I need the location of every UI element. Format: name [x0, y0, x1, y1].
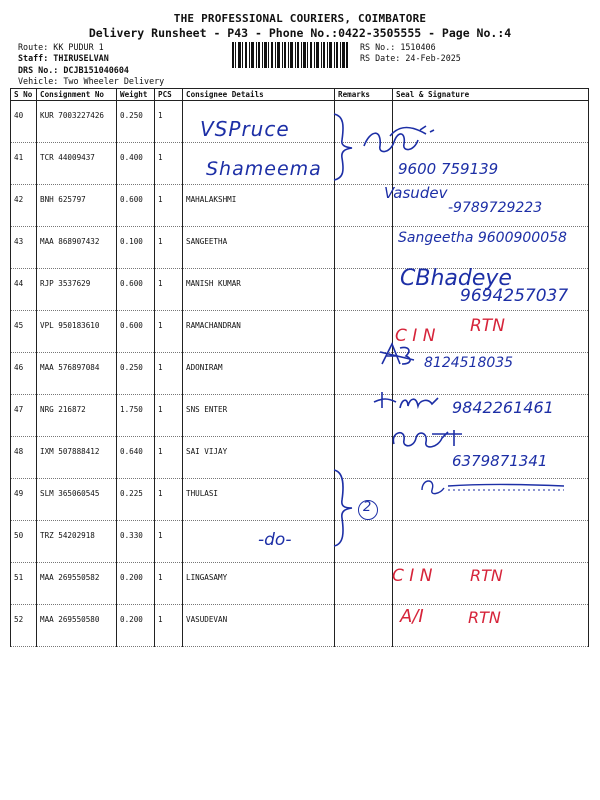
row-sno: 43	[11, 227, 37, 269]
col-header-signature: Seal & Signature	[393, 89, 589, 101]
col-header-consignee: Consignee Details	[183, 89, 335, 101]
company-title: THE PROFESSIONAL COURIERS, COIMBATORE	[173, 12, 427, 25]
row-consignee: SANGEETHA	[183, 227, 335, 269]
row-sno: 41	[11, 143, 37, 185]
col-header-remarks: Remarks	[335, 89, 393, 101]
row-consignment: SLM 365060545	[37, 479, 117, 521]
handwriting-cin-51: C I N	[392, 566, 433, 586]
row-pcs: 1	[155, 521, 183, 563]
row-weight: 0.330	[117, 521, 155, 563]
row-consignment: MAA 576897084	[37, 353, 117, 395]
handwriting-vasudev: Vasudev	[384, 184, 448, 202]
row-consignment: MAA 269550580	[37, 605, 117, 647]
table-row	[11, 605, 589, 647]
row-pcs: 1	[155, 353, 183, 395]
runsheet-title: Delivery Runsheet - P43 - Phone No.:0422-3505555 - Page No.:4	[88, 26, 512, 40]
row-consignment: KUR 7003227426	[37, 101, 117, 143]
row-weight: 0.600	[117, 185, 155, 227]
staff-text: Staff: THIRUSELVAN	[18, 53, 109, 63]
row-sno: 48	[11, 437, 37, 479]
barcode-image	[232, 42, 348, 68]
brace-mark-49-50	[330, 468, 360, 548]
handwriting-phone-44: 9694257037	[460, 286, 569, 306]
row-consignee: THULASI	[183, 479, 335, 521]
row-sno: 49	[11, 479, 37, 521]
row-consignment: IXM 507888412	[37, 437, 117, 479]
row-consignee: LINGASAMY	[183, 563, 335, 605]
col-header-pcs: PCS	[155, 89, 183, 101]
handwriting-rtn-52: RTN	[468, 608, 501, 627]
handwriting-phone-47: 9842261461	[452, 398, 554, 417]
row-weight: 0.250	[117, 101, 155, 143]
row-remarks	[335, 563, 393, 605]
row-consignment: BNH 625797	[37, 185, 117, 227]
row-remarks	[335, 605, 393, 647]
row-pcs: 1	[155, 143, 183, 185]
signature-scribble-48	[388, 424, 468, 454]
row-consignment: MAA 269550582	[37, 563, 117, 605]
row-weight: 0.600	[117, 311, 155, 353]
col-header-weight: Weight	[117, 89, 155, 101]
table-header-row	[11, 89, 589, 101]
handwriting-phone-41: 9600 759139	[398, 160, 499, 178]
handwriting-phone-46: 8124518035	[424, 355, 514, 371]
row-sno: 46	[11, 353, 37, 395]
col-header-sno: S No	[11, 89, 37, 101]
row-consignment: NRG 216872	[37, 395, 117, 437]
vehicle-text: Vehicle: Two Wheeler Delivery	[18, 76, 165, 86]
route-text: Route: KK PUDUR 1	[18, 42, 104, 52]
handwriting-rtn-45: RTN	[470, 316, 505, 336]
signature-scribble-49	[418, 472, 568, 502]
row-pcs: 1	[155, 395, 183, 437]
row-sno: 42	[11, 185, 37, 227]
handwriting-ditto: -do-	[258, 530, 292, 550]
row-consignee: SAI VIJAY	[183, 437, 335, 479]
row-pcs: 1	[155, 311, 183, 353]
row-sno: 45	[11, 311, 37, 353]
drs-number: DRS No.: DCJB151040604	[18, 65, 129, 75]
row-sno: 44	[11, 269, 37, 311]
row-remarks	[335, 269, 393, 311]
row-consignee: MANISH KUMAR	[183, 269, 335, 311]
handwriting-ai-52: A/I	[400, 606, 424, 627]
row-weight: 0.250	[117, 353, 155, 395]
row-consignment: TRZ 54202918	[37, 521, 117, 563]
signature-scribble-40	[360, 120, 440, 160]
row-consignee: MAHALAKSHMI	[183, 185, 335, 227]
row-weight: 0.200	[117, 605, 155, 647]
row-pcs: 1	[155, 101, 183, 143]
row-weight: 1.750	[117, 395, 155, 437]
row-consignment: MAA 868907432	[37, 227, 117, 269]
row-consignment: VPL 950183610	[37, 311, 117, 353]
row-consignee: SNS ENTER	[183, 395, 335, 437]
row-weight: 0.225	[117, 479, 155, 521]
row-sno: 50	[11, 521, 37, 563]
row-consignee: ADONIRAM	[183, 353, 335, 395]
handwriting-cin-45: C I N	[395, 326, 436, 346]
handwriting-sangeetha: Sangeetha 9600900058	[398, 230, 567, 246]
row-signature	[393, 521, 589, 563]
handwriting-circle-2: 2	[363, 500, 372, 515]
row-weight: 0.100	[117, 227, 155, 269]
row-sno: 40	[11, 101, 37, 143]
row-pcs: 1	[155, 563, 183, 605]
row-pcs: 1	[155, 269, 183, 311]
row-sno: 47	[11, 395, 37, 437]
row-weight: 0.600	[117, 269, 155, 311]
row-sno: 52	[11, 605, 37, 647]
row-weight: 0.400	[117, 143, 155, 185]
row-remarks	[335, 227, 393, 269]
row-sno: 51	[11, 563, 37, 605]
handwriting-bhadeye: CBhadeye	[400, 266, 512, 291]
handwriting-vspruce: VSPruce	[200, 117, 290, 141]
row-pcs: 1	[155, 605, 183, 647]
row-pcs: 1	[155, 185, 183, 227]
row-consignee: VASUDEVAN	[183, 605, 335, 647]
handwriting-shameema: Shameema	[206, 158, 322, 180]
rs-date: RS Date: 24-Feb-2025	[360, 53, 461, 63]
table-row	[11, 521, 589, 563]
table-row	[11, 101, 589, 143]
handwriting-phone-42: -9789729223	[448, 200, 543, 216]
brace-mark-40-41	[330, 112, 360, 182]
signature-scribble-47	[372, 388, 442, 414]
row-pcs: 1	[155, 479, 183, 521]
rs-number: RS No.: 1510406	[360, 42, 436, 52]
signature-scribble-46	[378, 340, 418, 370]
handwriting-phone-48: 6379871341	[452, 452, 548, 470]
row-weight: 0.640	[117, 437, 155, 479]
row-consignment: TCR 44009437	[37, 143, 117, 185]
row-pcs: 1	[155, 437, 183, 479]
col-header-consignment: Consignment No	[37, 89, 117, 101]
row-consignee: RAMACHANDRAN	[183, 311, 335, 353]
handwriting-rtn-51: RTN	[470, 566, 503, 585]
row-weight: 0.200	[117, 563, 155, 605]
row-consignment: RJP 3537629	[37, 269, 117, 311]
row-pcs: 1	[155, 227, 183, 269]
